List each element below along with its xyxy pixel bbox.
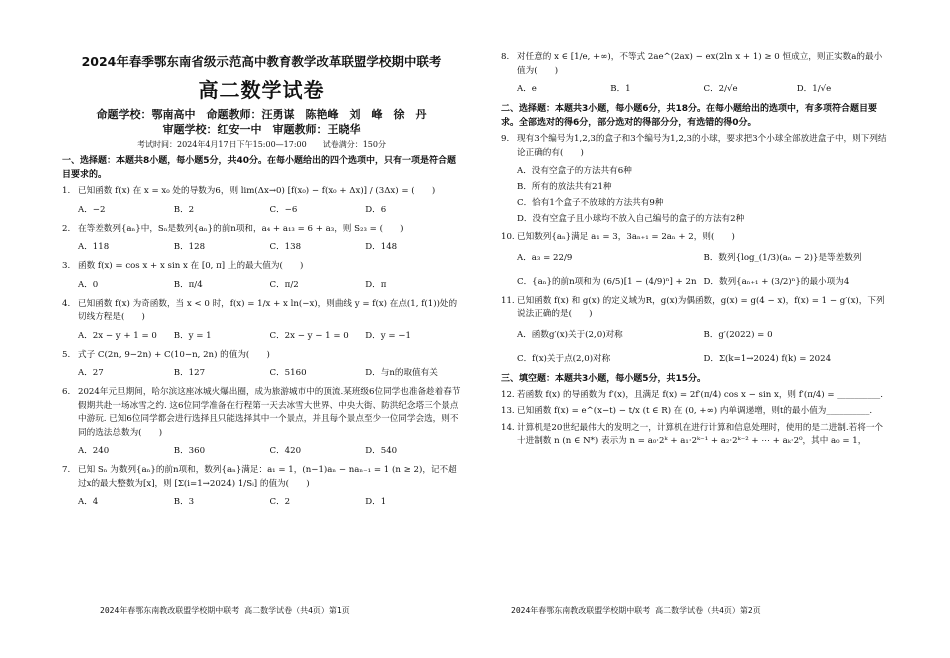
option-a: A．函数g′(x)关于(2,0)对称	[517, 329, 623, 340]
question-number: 14.	[501, 422, 515, 433]
page-footer: 2024年春鄂东南教改联盟学校期中联考 高二数学试卷（共4页）第1页	[100, 606, 350, 615]
question-number: 10.	[501, 232, 515, 242]
option-b: B．所有的放法共有21种	[517, 182, 612, 192]
question-text: 2024年元旦期间，哈尔滨这座冰城火爆出圈，成为旅游城市中的顶流.某班级6位同学也准备趁着春节假期共赴一场冰雪之约. 这6位同学准备在行程第一天去冰雪大世界、中央大街、防洪纪念塔三个景点中游玩. 已知6位同学都会进行选择且只能选择其中一个景点，并且每个景点至少一位同学会选，则不同的选法总数为( )	[78, 387, 461, 438]
section-1-heading: 一、选择题：本题共8小题，每小题5分，共40分。在每小题给出的四个选项中，只有一项是符合题目要求的。	[62, 156, 457, 180]
option-b: B．127	[173, 368, 206, 378]
option-d: D．Σ(k=1→2024) f(k) = 2024	[703, 353, 832, 364]
option-a: A．e	[517, 84, 537, 94]
question-2	[62, 223, 461, 237]
question-8	[501, 51, 890, 78]
option-a: A．−2	[78, 204, 106, 215]
option-d: D．6	[365, 204, 387, 215]
option-b: B．128	[173, 242, 206, 252]
question-3-options	[78, 278, 461, 290]
option-c: C．138	[269, 242, 302, 252]
option-a: A．没有空盒子的方法共有6种	[517, 166, 632, 176]
question-text: 已知函数 f(x) = e^(x−t) − t/x (t ∈ R) 在 (0, +∞) 内单调递增，则t的最小值为__________.	[517, 406, 873, 416]
option-b: B．3	[173, 497, 195, 507]
question-number: 11.	[501, 295, 515, 306]
question-6-options	[78, 444, 461, 456]
option-b: B．1	[610, 84, 631, 94]
option-b: B．数列{log_(1/3)(aₙ − 2)}是等差数列	[703, 252, 862, 263]
question-number: 7.	[62, 465, 71, 475]
question-text: 函数 f(x) = cos x + x sin x 在 [0, π] 上的最大值为( )	[78, 261, 304, 271]
option-b: B．g′(2022) = 0	[703, 329, 773, 340]
authors-line2: 审题学校：红安一中 审题教师：王晓华	[162, 123, 361, 136]
question-11	[501, 295, 890, 322]
option-a: A．4	[78, 497, 99, 507]
option-b: B．360	[173, 446, 206, 456]
question-text: 式子 C(2n, 9−2n) + C(10−n, 2n) 的值为( )	[78, 349, 270, 360]
option-b: B．π/4	[173, 279, 203, 290]
question-number: 1.	[62, 186, 71, 196]
option-b: B．y = 1	[173, 330, 212, 341]
authors-line1: 命题学校：鄂南高中 命题教师：汪勇谋 陈艳峰 刘 峰 徐 丹	[96, 108, 427, 121]
question-11-options	[517, 328, 890, 364]
option-c: C．π/2	[269, 279, 299, 290]
question-number: 13.	[501, 406, 515, 416]
option-a: A．a₃ = 22/9	[517, 252, 573, 263]
question-12	[501, 389, 890, 403]
option-c: C．2	[269, 497, 291, 507]
question-8-options	[517, 82, 890, 94]
option-d: D．没有空盒子且小球均不放入自己编号的盒子的方法有2种	[517, 214, 745, 224]
page-right	[475, 0, 950, 658]
question-7-options	[78, 495, 461, 507]
option-a: A．240	[78, 446, 110, 456]
option-c: C．2x − y − 1 = 0	[269, 330, 349, 341]
question-5-options	[78, 366, 461, 378]
option-d: D．数列{aₙ₊₁ + (3/2)ⁿ}的最小项为4	[703, 276, 850, 287]
question-number: 8.	[501, 52, 510, 62]
option-b: B．2	[173, 204, 195, 215]
section-2-heading: 二、选择题：本题共3小题，每小题6分，共18分。在每小题给出的选项中，有多项符合题目要求。全部选对的得6分，部分选对的得部分分，有选错的得0分。	[501, 104, 878, 128]
option-a: A．118	[78, 242, 110, 252]
option-c: C．420	[269, 446, 302, 456]
question-13	[501, 405, 890, 419]
option-c: C．{aₙ}的前n项和为 (6/5)[1 − (4/9)ⁿ] + 2n	[517, 276, 697, 287]
option-d: D．π	[365, 279, 387, 290]
option-d: D．540	[365, 446, 398, 456]
question-number: 4.	[62, 298, 71, 309]
question-4-options	[78, 329, 461, 341]
question-text: 计算机是20世纪最伟大的发明之一，计算机在进行计算和信息处理时，使用的是二进制.若将一个十进制数 n (n ∈ N*) 表示为 n = a₀·2ᵏ + a₁·2ᵏ⁻¹ + a₂·2ᵏ⁻² + ⋯ + aₖ·2⁰，其中 a₀ = 1，	[517, 422, 884, 446]
option-d: D．148	[365, 242, 398, 252]
question-2-options	[78, 240, 461, 252]
exam-title: 2024年春季鄂东南省级示范高中教育教学改革联盟学校期中联考	[81, 54, 442, 69]
option-c: C．2/√e	[703, 84, 738, 94]
option-a: A．27	[78, 368, 104, 378]
question-text: 已知函数 f(x) 和 g(x) 的定义域为R，g(x)为偶函数，g(x) = g(4 − x)，f(x) = 1 − g′(x)，下列说法正确的是( )	[517, 295, 885, 319]
question-5	[62, 349, 461, 363]
question-number: 5.	[62, 349, 71, 360]
question-text: 在等差数列{aₙ}中，Sₙ是数列{aₙ}的前n项和，a₄ + a₁₃ = 6 + a₃，则 S₂₃ = ( )	[78, 223, 404, 234]
question-text: 若函数 f(x) 的导函数为 f′(x)，且满足 f(x) = 2f′(π/4) cos x − sin x，则 f′(π/4) = __________.	[517, 389, 883, 400]
question-9	[501, 133, 890, 160]
question-text: 已知函数 f(x) 在 x = x₀ 处的导数为6，则 lim(Δx→0) [f(x₀) − f(x₀ + Δx)] / (3Δx) = ( )	[78, 186, 436, 196]
question-text: 已知 Sₙ 为数列{aₙ}的前n项和，数列{aₙ}满足：a₁ = 1，(n−1)aₙ − naₙ₋₁ = 1 (n ≥ 2)，记不超过x的最大整数为[x]，则 [Σ(i=1→2024) 1/Sᵢ] 的值为( )	[78, 465, 457, 489]
option-c: C．f(x)关于点(2,0)对称	[517, 353, 611, 364]
question-text: 已知数列{aₙ}满足 a₁ = 3，3aₙ₊₁ = 2aₙ + 2，则( )	[517, 232, 735, 242]
question-text: 已知函数 f(x) 为奇函数，当 x < 0 时，f(x) = 1/x + x ln(−x)，则曲线 y = f(x) 在点(1, f(1))处的切线方程是( )	[78, 298, 458, 322]
question-1	[62, 185, 461, 199]
question-6	[62, 386, 461, 440]
question-3	[62, 260, 461, 274]
option-a: A．2x − y + 1 = 0	[78, 330, 157, 341]
question-number: 2.	[62, 223, 71, 234]
option-d: D．y = −1	[365, 330, 411, 341]
question-text: 现有3个编号为1,2,3的盒子和3个编号为1,2,3的小球，要求把3个小球全部放进盒子中，则下列结论正确的有( )	[517, 134, 887, 158]
exam-subject-title: 高二数学试卷	[198, 78, 325, 102]
question-14	[501, 422, 890, 449]
question-10-options	[517, 251, 890, 287]
section-3-heading: 三、填空题：本题共3小题，每小题5分，共15分。	[501, 373, 707, 384]
option-c: C．恰有1个盒子不放球的方法共有9种	[517, 198, 664, 208]
option-a: A．0	[78, 279, 99, 290]
question-10	[501, 231, 890, 245]
option-d: D．1	[365, 497, 387, 507]
option-d: D．1/√e	[796, 84, 832, 94]
option-c: C．5160	[269, 368, 307, 378]
question-number: 6.	[62, 387, 71, 397]
exam-time: 考试时间：2024年4月17日下午15:00—17:00 试卷满分：150分	[136, 140, 386, 149]
question-4	[62, 298, 461, 325]
question-1-options	[78, 203, 461, 215]
question-number: 9.	[501, 134, 510, 144]
question-7	[62, 464, 461, 491]
question-text: 对任意的 x ∈ [1/e, +∞)，不等式 2ae^(2ax) − ex(2ln x + 1) ≥ 0 恒成立，则正实数a的最小值为( )	[517, 52, 883, 76]
question-number: 3.	[62, 261, 71, 271]
option-d: D．与n的取值有关	[365, 368, 438, 378]
option-c: C．−6	[269, 204, 298, 215]
question-number: 12.	[501, 389, 515, 400]
page-footer: 2024年春鄂东南教改联盟学校期中联考 高二数学试卷（共4页）第2页	[511, 606, 761, 615]
question-9-options	[517, 163, 890, 227]
